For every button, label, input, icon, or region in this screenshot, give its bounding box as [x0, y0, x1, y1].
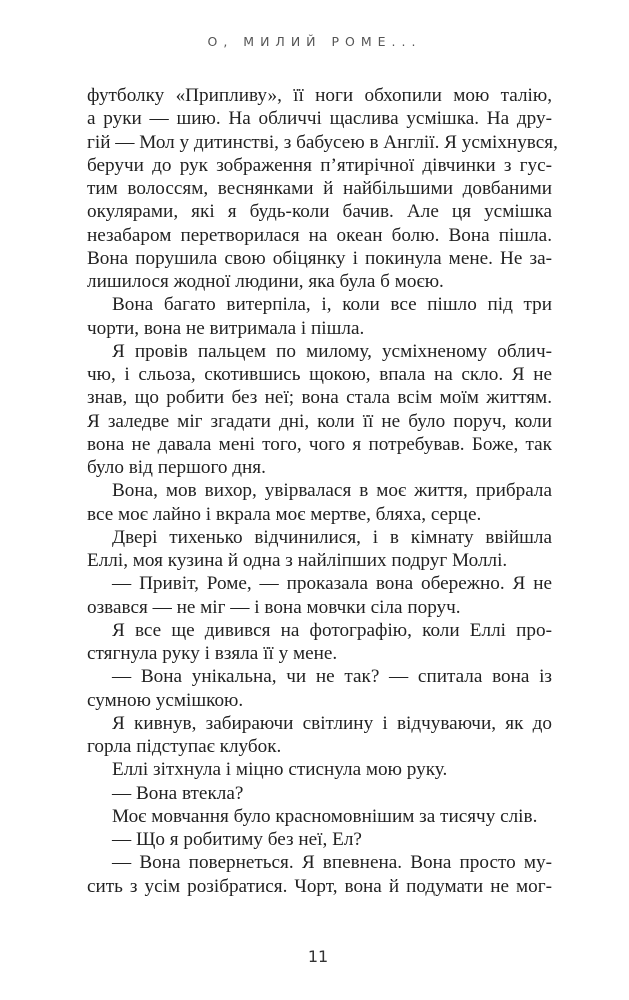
text-line: все моє лайно і вкрала моє мертве, бляха, серце. [87, 503, 482, 525]
running-head: О, МИЛИЙ РОМЕ... [207, 34, 422, 49]
text-line: Я заледве міг згадати дні, коли її не було поруч, коли [87, 410, 552, 432]
paragraph [87, 758, 552, 781]
text-line: лишилося жодної людини, яка була б моєю. [87, 271, 444, 292]
text-line: чю, і сльоза, скотившись щокою, впала на скло. Я не [87, 364, 552, 385]
text-line: було від першого дня. [87, 457, 266, 478]
paragraph [87, 665, 552, 712]
text-line: окулярами, які я будь-коли бачив. Але ця усмішка [87, 201, 552, 223]
text-line: а руки — шию. На обличчі щаслива усмішка. На дру- [87, 108, 552, 130]
text-line: — Вона втекла? [112, 782, 244, 804]
paragraph [87, 526, 552, 573]
text-line: Вона порушила свою обіцянку і покинула мене. Не за- [87, 247, 552, 269]
paragraph [87, 479, 552, 526]
text-line: чорти, вона не витримала і пішла. [87, 317, 365, 339]
text-line: — Привіт, Роме, — проказала вона обережно. Я не [112, 573, 552, 595]
text-line: Я провів пальцем по милому, усміхненому облич- [112, 340, 552, 362]
text-line: сумною усмішкою. [87, 689, 244, 711]
text-line: знав, що робити без неї; вона стала всім моїм життям. [87, 387, 552, 409]
body-text [87, 84, 558, 898]
paragraph [87, 619, 552, 666]
text-line: — Вона повернеться. Я впевнена. Вона просто му- [112, 852, 552, 874]
paragraph [87, 828, 552, 851]
paragraph [87, 712, 552, 759]
text-line: Еллі, моя кузина й одна з найліпших подруг Моллі. [87, 550, 508, 571]
text-line: озвався — не міг — і вона мовчки сіла поруч. [87, 596, 461, 618]
text-line: стягнула руку і взяла її у мене. [87, 643, 338, 664]
paragraph [87, 572, 552, 619]
text-line: сить з усім розібратися. Чорт, вона й подумати не мог- [87, 875, 552, 897]
text-line: Двері тихенько відчинилися, і в кімнату ввійшла [112, 526, 552, 548]
paragraph [87, 293, 552, 340]
paragraph [87, 84, 558, 293]
text-line: незабаром перетворилася на океан болю. Вона пішла. [87, 224, 552, 246]
text-line: Вона, мов вихор, увірвалася в моє життя, прибрала [112, 480, 552, 502]
text-line: футболку «Припливу», її ноги обхопили мою талію, [87, 85, 552, 106]
text-line: Моє мовчання було красномовнішим за тисячу слів. [112, 805, 538, 827]
paragraph [87, 851, 552, 898]
text-line: — Що я робитиму без неї, Ел? [112, 829, 362, 850]
text-line: тим волоссям, веснянками й найбільшими довбаними [87, 178, 552, 199]
paragraph [87, 782, 552, 805]
text-line: Вона багато витерпіла, і, коли все пішло під три [112, 294, 552, 316]
text-line: беручи до рук зображення п’ятирічної дівчинки з гус- [87, 154, 552, 176]
page-number: 11 [307, 947, 329, 966]
text-line: гій — Мол у дитинстві, з бабусею в Англії. Я усміхнувся, [87, 131, 558, 153]
paragraph [87, 340, 552, 480]
text-line: горла підступає клубок. [87, 736, 282, 757]
text-line: Еллі зітхнула і міцно стиснула мою руку. [112, 759, 448, 781]
text-line: Я кивнув, забираючи світлину і відчуваючи, як до [112, 712, 552, 734]
text-line: вона не давала мені того, чого я потребував. Боже, так [87, 433, 552, 455]
text-line: Я все ще дивився на фотографію, коли Еллі про- [112, 619, 552, 641]
paragraph [87, 805, 552, 828]
text-line: — Вона унікальна, чи не так? — спитала вона із [112, 666, 552, 688]
